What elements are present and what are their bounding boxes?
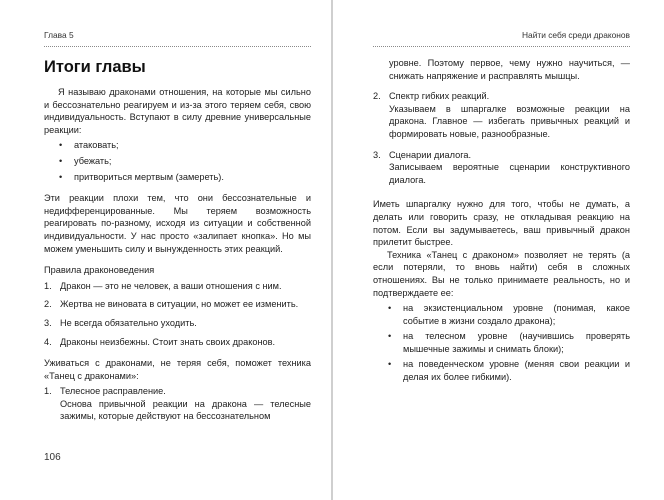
cheatsheet-paragraph: Иметь шпаргалку нужно для того, чтобы не думать, а делать или говорить сразу, не откладывая реакцию на потом. Если вы задумываетесь, ваш привычный дракон прилетит быстрее. [373,199,630,248]
bullet-icon: • [388,303,392,314]
list-item: • на экзистенциальном уровне (понимая, какое событие в жизни создало дракона); [388,303,630,326]
technique-summary-paragraph: Техника «Танец с драконом» позволяет не терять (а если потеряли, то вновь найти) себя в сложных отношениях. Вы не только принимаете реальность, но и подтверждаете ее: [373,249,630,298]
list-item: 3. Сценарии диалога. Записываем вероятные сценарии конструктивного диалога. [373,149,630,185]
list-item: • убежать; [59,155,112,166]
technique-steps-start [44,385,311,423]
levels-list [373,302,630,384]
right-page [333,0,664,500]
rules-heading: Правила драконоведения [44,265,155,276]
list-item: • атаковать; [59,140,119,151]
step-title: Спектр гибких реакций. [389,91,490,102]
list-item: 1. Дракон — это не человек, а ваши отношения с ним. [44,280,282,291]
intro-paragraph: Я называю драконами отношения, на которые мы сильно и бессознательно реагируем и из-за этого теряем себя, свою индивидуальность. Вступают в силу древние универсальные реакции: [44,87,311,135]
technique-paragraph: Уживаться с драконами, не теряя себя, поможет техника «Танец с драконами»: [44,358,311,381]
page-number: 106 [44,452,61,463]
list-item: • на телесном уровне (научившись проверять мышечные зажимы и снимать блоки); [388,331,630,354]
step-title: Телесное расправление. [60,386,166,397]
list-item: 2. Спектр гибких реакций. Указываем в шпаргалке возможные реакции на дракона. Главное — избегать привычных реакций и формировать новые, разнообразные. [373,91,630,139]
reactions-list [44,139,311,183]
step-title: Сценарии диалога. [389,149,472,160]
step-continuation: уровне. Поэтому первое, чему нужно научиться, — снижать напряжение и расправлять мышцы. [389,58,630,81]
header-rule [44,46,311,47]
step-text: Основа привычной реакции на дракона — телесные зажимы, которые действуют на бессознательном [60,398,311,422]
list-item: • на поведенческом уровне (меняя свои реакции и делая их более гибкими). [388,359,630,383]
reactions-paragraph: Эти реакции плохи тем, что они бессознательные и недифференцированные. Мы теряем возможность реагировать по-разному, исходя из ситуации и собственной индивидуальности. У нас просто «залипает кнопка». Но мы можем уменьшить силу и вынужденность этих реакций. [44,193,311,254]
list-item: 2. Жертва не виновата в ситуации, но может ее изменить. [44,299,299,310]
step-text: Указываем в шпаргалке возможные реакции на дракона. Главное — избегать привычных реакций и формировать новые, разнообразные. [389,103,630,139]
bullet-icon: • [388,359,392,370]
left-page [0,0,331,500]
rules-list [44,280,311,348]
bullet-icon: • [388,331,392,342]
bullet-icon: • [59,155,63,166]
list-item: 4. Драконы неизбежны. Стоит знать своих драконов. [44,336,276,347]
technique-steps-rest [373,90,630,186]
running-head-left: Глава 5 [44,30,74,40]
bullet-icon: • [59,140,63,151]
list-item: 1. Телесное расправление. Основа привычной реакции на дракона — телесные зажимы, которые действуют на бессознательном [44,386,311,422]
chapter-summary-title: Итоги главы [44,58,146,76]
list-item: • притвориться мертвым (замереть). [59,171,224,182]
list-item: 3. Не всегда обязательно уходить. [44,317,197,328]
bullet-icon: • [59,171,63,182]
step-text: Записываем вероятные сценарии конструктивного диалога. [389,162,630,185]
header-rule [373,46,630,47]
running-head-right: Найти себя среди драконов [521,30,630,40]
